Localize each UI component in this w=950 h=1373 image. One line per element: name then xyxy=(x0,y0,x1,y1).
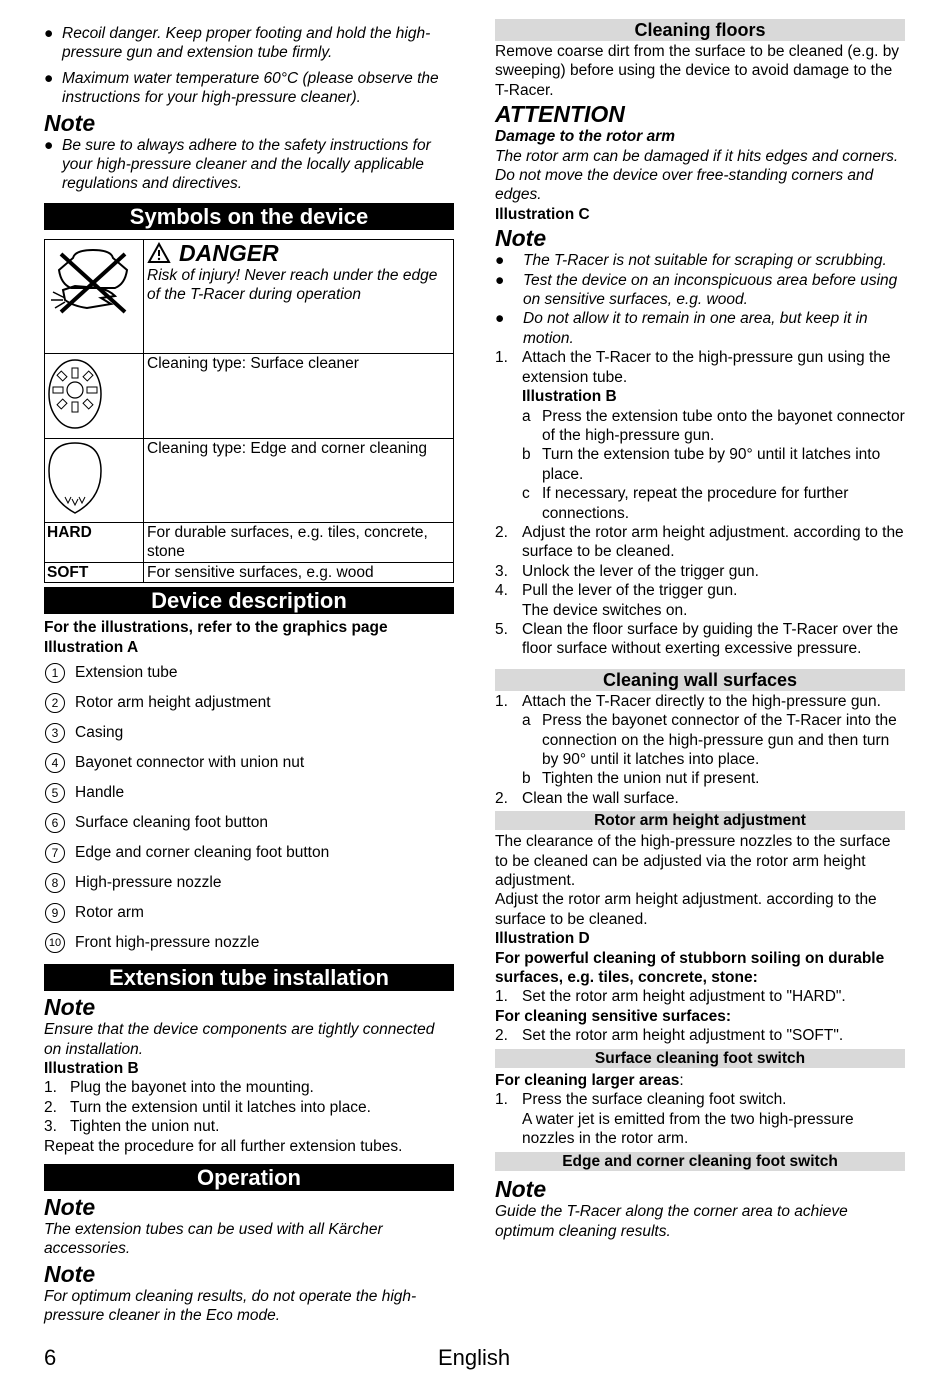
note-title: Note xyxy=(44,1260,96,1287)
legend-item: 4 Bayonet connector with union nut xyxy=(44,748,454,778)
footer-language: English xyxy=(438,1345,511,1370)
danger-text: Risk of injury! Never reach under the edge of the T-Racer during operation xyxy=(147,266,438,304)
ext-step: 2. Turn the extension until it latches into place. xyxy=(44,1098,371,1116)
sub-step: a Press the extension tube onto the bayonet connector of the high-pressure gun. xyxy=(522,407,905,444)
intro-bullet: ● Maximum water temperature 60°C (please observe the instructions for your high-pressure cleaner). xyxy=(44,69,439,107)
right-column xyxy=(495,19,905,1241)
attention-text: Do not move the device over free-standing corners and edges. xyxy=(495,167,874,204)
ext-note-text: Ensure that the device components are tightly connected on installation. xyxy=(44,1021,435,1058)
legend-item: 3 Casing xyxy=(44,718,454,748)
warning-triangle-icon xyxy=(147,242,171,264)
op-note2-text: For optimum cleaning results, do not operate the high-pressure cleaner in the Eco mode. xyxy=(44,1287,417,1325)
extension-heading: Extension tube installation xyxy=(44,964,454,991)
legend-item: 7 Edge and corner cleaning foot button xyxy=(44,838,454,868)
device-legend xyxy=(44,658,454,958)
cleaning-floors-heading: Cleaning floors xyxy=(495,19,905,41)
device-illustration: Illustration A xyxy=(44,638,139,656)
surface-step: 1. Press the surface cleaning foot switch. xyxy=(495,1091,787,1109)
wall-step: 2. Clean the wall surface. xyxy=(495,789,679,807)
wall-step: 1. Attach the T-Racer directly to the high-pressure gun. xyxy=(495,692,881,710)
rotor-sensitive: For cleaning sensitive surfaces: xyxy=(495,1007,732,1025)
page-number: 6 xyxy=(44,1345,57,1370)
legend-item: 6 Surface cleaning foot button xyxy=(44,808,454,838)
danger-cell xyxy=(144,239,454,353)
sub-step: a Press the bayonet connector of the T-Racer into the connection on the high-pressure gun and then turn by 90° until it latches into place. xyxy=(522,712,897,768)
rotor-powerful: For powerful cleaning of stubborn soiling on durable surfaces, e.g. tiles, concrete, stone: xyxy=(495,949,885,987)
floor-step: 1. Attach the T-Racer to the high-pressure gun using the extension tube. xyxy=(495,349,891,386)
rotor-heading: Rotor arm height adjustment xyxy=(495,811,905,830)
soft-text: For sensitive surfaces, e.g. wood xyxy=(144,562,454,582)
note-bullet: ● Test the device on an inconspicuous area before using on sensitive surfaces, e.g. wood. xyxy=(495,271,898,309)
left-column xyxy=(44,24,454,1326)
note-title: Note xyxy=(44,1193,96,1220)
sub-step: b Tighten the union nut if present. xyxy=(522,770,760,788)
danger-title: DANGER xyxy=(147,240,450,266)
legend-item: 5 Handle xyxy=(44,778,454,808)
surface-cleaner-icon xyxy=(45,354,144,438)
legend-item: 10 Front high-pressure nozzle xyxy=(44,928,454,958)
sub-step: c If necessary, repeat the procedure for further connections. xyxy=(522,485,849,522)
device-intro: For the illustrations, refer to the graphics page xyxy=(44,619,388,637)
attention-sub: Damage to the rotor arm xyxy=(495,128,676,146)
floor-step: 4. Pull the lever of the trigger gun. xyxy=(495,582,738,600)
note-bullet: ● The T-Racer is not suitable for scraping or scrubbing. xyxy=(495,252,887,270)
legend-item: 2 Rotor arm height adjustment xyxy=(44,688,454,718)
hard-text: For durable surfaces, e.g. tiles, concrete, stone xyxy=(144,523,454,563)
step-illustration: Illustration B xyxy=(522,388,617,406)
note-title: Note xyxy=(44,994,96,1021)
rotor-step: 1. Set the rotor arm height adjustment to "HARD". xyxy=(495,988,846,1006)
rotor-text: Adjust the rotor arm height adjustment. according to the surface to be cleaned. xyxy=(495,891,877,928)
step-extra: The device switches on. xyxy=(522,601,688,619)
soft-label: SOFT xyxy=(45,562,144,582)
op-note1-text: The extension tubes can be used with all Kärcher accessories. xyxy=(44,1220,383,1258)
note-title: Note xyxy=(495,1176,547,1203)
attention-title: ATTENTION xyxy=(495,101,625,128)
edge-note-text: Guide the T-Racer along the corner area to achieve optimum cleaning results. xyxy=(495,1203,848,1240)
surface-step-extra: A water jet is emitted from the two high-pressure nozzles in the rotor arm. xyxy=(522,1110,854,1147)
intro-bullet: ● Recoil danger. Keep proper footing and hold the high-pressure gun and extension tube firmly. xyxy=(44,25,431,62)
device-heading: Device description xyxy=(44,587,454,614)
legend-item: 1 Extension tube xyxy=(44,658,454,688)
edge-text: Cleaning type: Edge and corner cleaning xyxy=(144,438,454,522)
ext-step: 3. Tighten the union nut. xyxy=(44,1118,220,1136)
operation-heading: Operation xyxy=(44,1164,454,1191)
edge-switch-heading: Edge and corner cleaning foot switch xyxy=(495,1152,905,1171)
edge-cleaner-icon xyxy=(45,438,144,522)
note-bullet: ● Be sure to always adhere to the safety instructions for your high-pressure cleaner and the locally applicable regulations and directives. xyxy=(44,136,431,193)
note-title: Note xyxy=(44,109,96,136)
surface-for: For cleaning larger areas: xyxy=(495,1071,684,1089)
floors-intro: Remove coarse dirt from the surface to be cleaned (e.g. by sweeping) before using the device to avoid damage to the T-Racer. xyxy=(495,43,900,99)
rotor-text: The clearance of the high-pressure nozzles to the surface to be cleaned can be adjusted via the rotor arm height adjustment. xyxy=(495,833,891,890)
note-title: Note xyxy=(495,225,547,252)
note-bullet: ● Do not allow it to remain in one area, but keep it in motion. xyxy=(495,310,868,347)
illustration-c: Illustration C xyxy=(495,205,590,223)
ext-step: 1. Plug the bayonet into the mounting. xyxy=(44,1079,314,1097)
symbols-heading: Symbols on the device xyxy=(44,203,454,230)
cleaning-wall-heading: Cleaning wall surfaces xyxy=(495,669,905,691)
no-hands-icon xyxy=(45,239,144,353)
rotor-step: 2. Set the rotor arm height adjustment to "SOFT". xyxy=(495,1027,844,1045)
legend-item: 8 High-pressure nozzle xyxy=(44,868,454,898)
ext-repeat: Repeat the procedure for all further extension tubes. xyxy=(44,1137,403,1155)
surface-text: Cleaning type: Surface cleaner xyxy=(144,354,454,438)
hard-label: HARD xyxy=(45,523,144,563)
illustration-d: Illustration D xyxy=(495,930,590,948)
ext-illustration: Illustration B xyxy=(44,1059,139,1077)
legend-item: 9 Rotor arm xyxy=(44,898,454,928)
floor-step: 5. Clean the floor surface by guiding the T-Racer over the floor surface without exerting excessive pressure. xyxy=(495,620,899,658)
floor-step: 2. Adjust the rotor arm height adjustment. according to the surface to be cleaned. xyxy=(495,523,904,561)
attention-text: The rotor arm can be damaged if it hits edges and corners. xyxy=(495,147,899,165)
floor-step: 3. Unlock the lever of the trigger gun. xyxy=(495,562,759,580)
surface-switch-heading: Surface cleaning foot switch xyxy=(495,1049,905,1068)
sub-step: b Turn the extension tube by 90° until it latches into place. xyxy=(522,446,881,483)
symbols-table xyxy=(44,239,454,583)
